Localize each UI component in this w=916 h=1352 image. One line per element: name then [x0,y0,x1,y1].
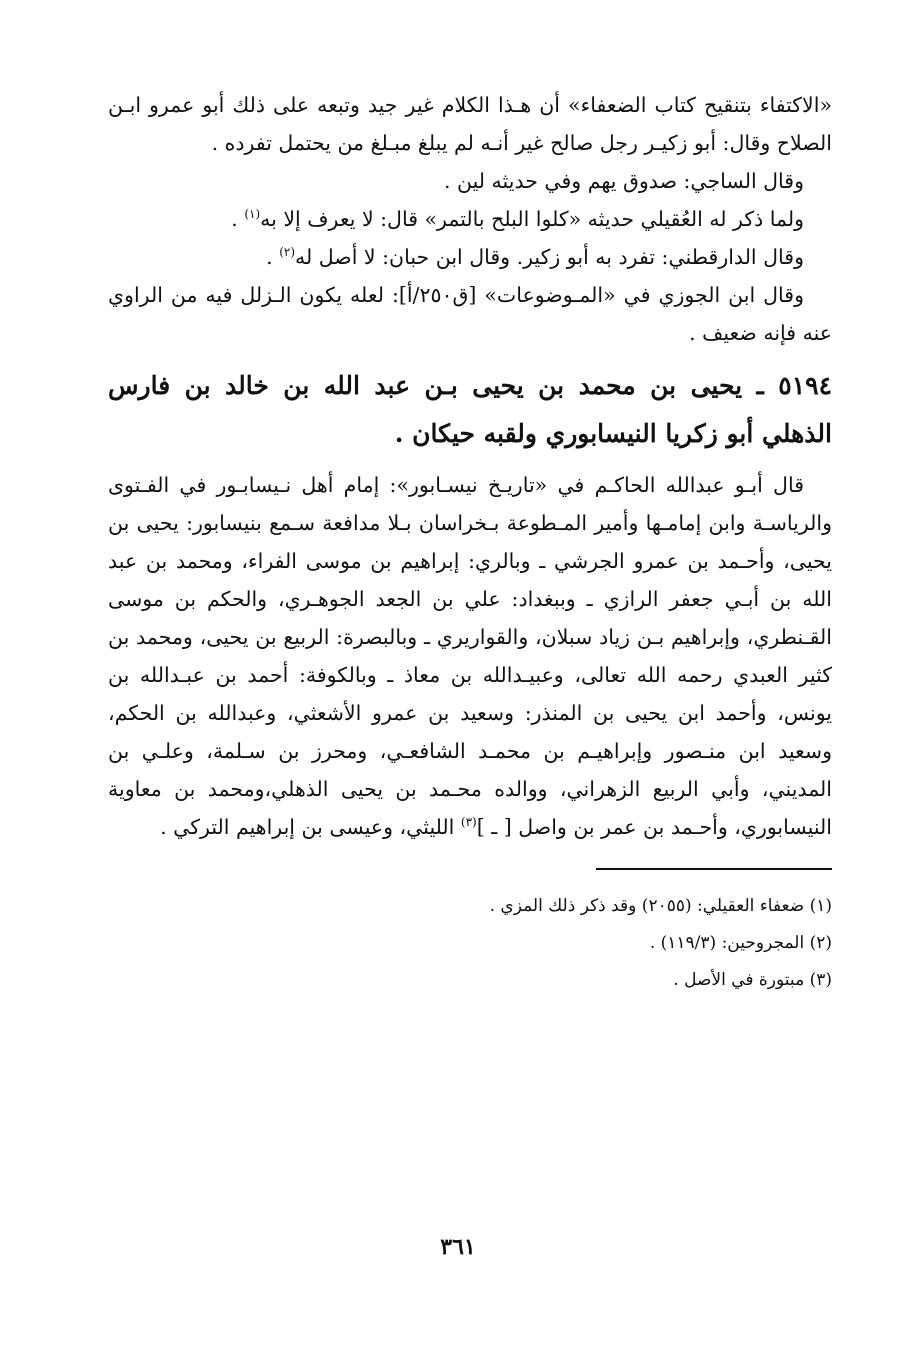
footnote-separator [596,868,832,870]
paragraph-daraqutni [108,238,832,276]
paragraph-daraqutni-end: . [266,245,280,269]
footnote-marker-1: (١) [244,207,261,222]
page-number: ٣٦١ [440,1234,476,1260]
paragraph-uqayli-text: ولما ذكر له العُقيلي حديثه «كلوا البلح بالتمر» قال: لا يعرف إلا به [260,207,804,231]
footnote-marker-2: (٢) [279,245,296,260]
footnote-3: (٣) مبتورة في الأصل . [673,970,832,990]
entry-title: ٥١٩٤ ـ يحيى بن محمد بن يحيى بـن عبد الله بن خالد بن فارس الذهلي أبو زكريا النيسابوري ولقبه حيكان . [108,371,832,448]
paragraph-hakim [108,466,832,846]
paragraph-hakim-end: الليثي، وعيسى بن إبراهيم التركي . [160,815,461,839]
paragraph-daraqutni-text: وقال الدارقطني: تفرد به أبو زكير. وقال ابن حبان: لا أصل له [295,245,804,269]
paragraph-uqayli-end: . [231,207,245,231]
paragraph-ikhtifa: «الاكتفاء بتنقيح كتاب الضعفاء» أن هـذا الكلام غير جيد وتبعه على ذلك أبو عمرو ابـن الصلاح وقال: أبو زكيـر رجل صالح غير أنـه لم يبلغ مبـلغ من يحتمل تفرده . [108,93,832,155]
footnote-1: (١) ضعفاء العقيلي: (٢٠٥٥) وقد ذكر ذلك المزي . [489,896,832,916]
paragraph-ibn-jawzi: وقال ابن الجوزي في «المـوضوعات» [ق٢٥٠/أ]: لعله يكون الـزلل فيه من الراوي عنه فإنه ضعيف . [108,283,832,345]
paragraph-saji: وقال الساجي: صدوق يهم وفي حديثه لين . [443,169,804,193]
paragraph-uqayli [108,200,832,238]
footnote-marker-3: (٣) [460,815,477,830]
footnote-2: (٢) المجروحين: (١١٩/٣) . [649,933,832,953]
paragraph-hakim-text: قال أبـو عبدالله الحاكـم في «تاريـخ نيسـابور»: إمام أهل نـيسابـور في الفـتوى والرياسـة وابن إمامـها وأمير المـطوعة بـخراسان بـلا مدافعة سـمع بنيسابور: يحيى بن يحيى، وأحـمد بن عمرو الجرشي ـ وبالري: إبراهيم بن موسى الفراء، ومحمد بن عبد الله بن أبـي جعفر الرازي ـ وببغداد: علي بن الجعد الجوهـري، والحكم بن موسى القـنطري، وإبراهيم بـن زياد سبلان، والقواريري ـ وبالبصرة: الربيع بن يحيى، ومحمد بن كثير العبدي رحمه الله تعالى، وعبيـدالله بن معاذ ـ وبالكوفة: أحمد بن عبـدالله بن يونس، وأحمد ابن يحيى بن المنذر: وسعيد بن عمرو الأشعثي، وعبدالله بن الحكم، وسعيد ابن منـصور وإبراهيـم بن محمـد الشافعـي، ومحرز بن سـلمة، وعلـي بن المديني، وأبي الربيع الزهراني، ووالده محـمد بن يحيى الذهلي،ومحمد بن معاوية النيسابوري، وأحـمد بن عمر بن واصل [ ـ ] [108,473,832,839]
